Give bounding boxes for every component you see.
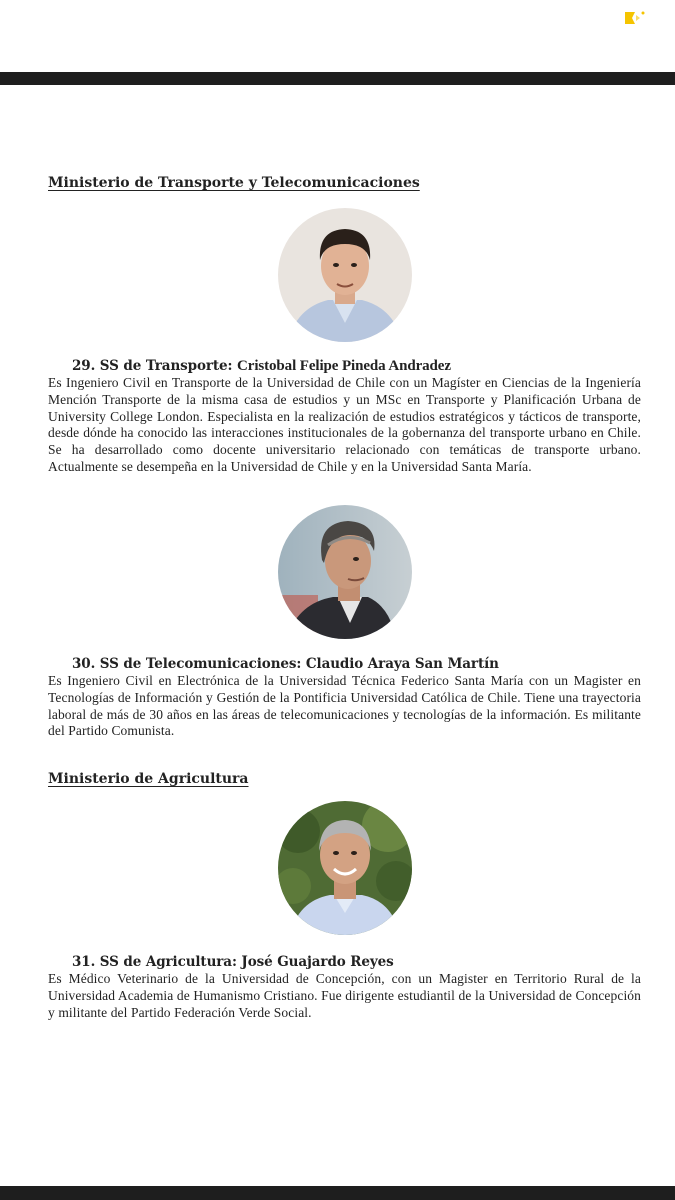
person-bio-29: Es Ingeniero Civil en Transporte de la Universidad de Chile con un Magíster en Ciencias de la Ingeniería Mención Transporte de la misma casa de estudios y un MSc en Transporte y Planificación Urbana de University College London. Especialista en la realización de estudios estratégicos y tácticos de transporte, desde dónde ha conocido las interacciones institucionales de la gobernanza del transporte urbano en Chile. Se ha desarrollado como docente universitario relacionado con temáticas de transporte urbano. Actualmente se desempeña en la Universidad de Chile y en la Universidad Santa María. xyxy=(48,375,641,474)
person-title-prefix: 29. SS de Transporte: xyxy=(72,358,233,374)
person-title-30: 30. SS de Telecomunicaciones: Claudio Araya San Martín xyxy=(72,656,499,672)
brand-logo-icon xyxy=(624,10,646,26)
avatar-jose-guajardo xyxy=(278,801,412,935)
person-title-29 xyxy=(72,358,451,375)
person-bio-31: Es Médico Veterinario de la Universidad de Concepción, con un Magister en Territorio Rural de la Universidad Academia de Humanismo Cristiano. Fue dirigente estudiantil de la Universidad de Concepción y militante del Partido Federación Verde Social. xyxy=(48,971,641,1020)
person-bio-30: Es Ingeniero Civil en Electrónica de la Universidad Técnica Federico Santa María con un Magister en Tecnologías de Información y Gestión de la Pontificia Universidad Católica de Chile. Tiene una trayectoria laboral de más de 30 años en las áreas de telecomunicaciones y tecnologías de la información. Es militante del Partido Comunista. xyxy=(48,673,641,739)
person-name: Cristobal Felipe Pineda Andradez xyxy=(237,358,451,374)
section-heading-transporte: Ministerio de Transporte y Telecomunicaciones xyxy=(48,175,420,191)
bottom-bar xyxy=(0,1186,675,1200)
section-heading-agricultura: Ministerio de Agricultura xyxy=(48,771,249,787)
top-bar xyxy=(0,72,675,85)
avatar-claudio-araya xyxy=(278,505,412,639)
person-title-31: 31. SS de Agricultura: José Guajardo Reyes xyxy=(72,954,394,970)
avatar-cristobal-pineda xyxy=(278,208,412,342)
